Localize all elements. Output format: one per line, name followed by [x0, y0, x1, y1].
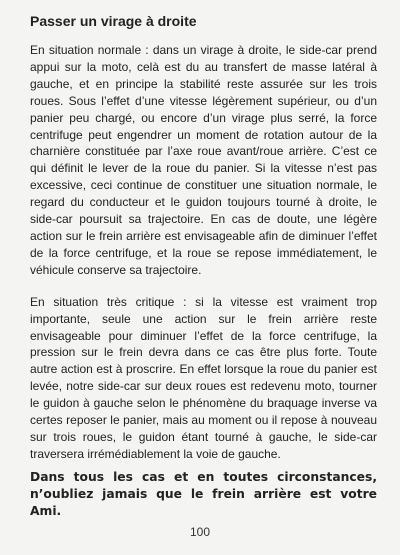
page-number: 100: [189, 525, 211, 539]
page-content: [30, 12, 377, 520]
paragraph-normal-situation: En situation normale : dans un virage à droite, le side-car prend appui sur la moto, celà est du au transfert de masse latéral à gauche, et en principe la stabilité reste assurée sur les trois roues. Sous l’effet d’une vitesse légèrement supérieur, ou d’un panier peu chargé, ou encore d’un virage plus serré, la force centrifuge peut engendrer un moment de rotation autour de la charnière constituée par l’axe roue avant/roue arrière. C’est ce qui définit le lever de la roue du panier. Si la vitesse n’est pas excessive, ceci continue de constituer une situation normale, le regard du conducteur et le guidon toujours tourné à droite, le side-car poursuit sa trajectoire. En cas de doute, une légère action sur le frein arrière est envisageable afin de diminuer l’effet de la force centrifuge, et la roue se repose immédiatement, le véhicule conserve sa trajectoire.: [30, 43, 377, 277]
section-title: Passer un virage à droite: [30, 13, 197, 29]
conclusion-text: Dans tous les cas et en toutes circonstances, n’oubliez jamais que le frein arrière est votre Ami.: [30, 469, 377, 518]
paragraph-critical-situation: En situation très critique : si la vitesse est vraiment trop importante, seule une action sur le frein arrière reste envisageable pour diminuer l’effet de la force centrifuge, la pression sur le frein devra dans ce cas être plus forte. Toute autre action est à proscrire. En effet lorsque la roue du panier est levée, notre side-car sur deux roues est redevenu moto, tourner le guidon à gauche selon le phénomène du braquage inverse va certes reposer le panier, mais au moment ou il repose à nouveau sur trois roues, le guidon étant tourné à gauche, le side-car traversera irrémédiablement la voie de gauche.: [30, 294, 377, 461]
